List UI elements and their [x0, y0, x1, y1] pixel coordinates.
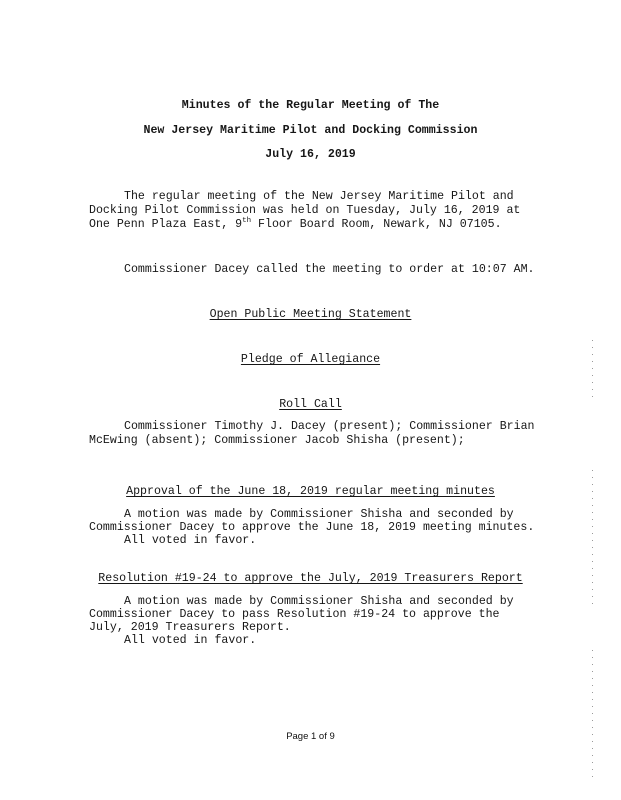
approval-line-3: All voted in favor.: [124, 534, 257, 547]
intro-line-3: [89, 218, 502, 232]
approval-line-1: A motion was made by Commissioner Shisha and seconded by: [124, 508, 514, 521]
title-date: July 16, 2019: [265, 148, 356, 161]
intro-line-3-sup: th: [242, 217, 252, 226]
intro-line-1: The regular meeting of the New Jersey Maritime Pilot and: [124, 190, 514, 203]
scan-artifact: [592, 650, 593, 780]
approval-line-2: Commissioner Dacey to approve the June 18, 2019 meeting minutes.: [89, 521, 535, 534]
pledge-heading: Pledge of Allegiance: [240, 353, 381, 366]
resolution-heading: Resolution #19-24 to approve the July, 2019 Treasurers Report: [98, 572, 523, 585]
title-line-2: New Jersey Maritime Pilot and Docking Commission: [143, 124, 478, 137]
resolution-line-4: All voted in favor.: [124, 634, 257, 647]
call-to-order: Commissioner Dacey called the meeting to order at 10:07 AM.: [124, 263, 535, 276]
intro-line-2: Docking Pilot Commission was held on Tuesday, July 16, 2019 at: [89, 204, 521, 217]
resolution-line-2: Commissioner Dacey to pass Resolution #19-24 to approve the: [89, 608, 500, 621]
intro-line-3-pre: One Penn Plaza East, 9: [89, 218, 243, 231]
approval-heading: Approval of the June 18, 2019 regular meeting minutes: [126, 485, 495, 498]
roll-call-heading: Roll Call: [279, 398, 342, 411]
scan-artifact: [592, 340, 593, 400]
resolution-line-1: A motion was made by Commissioner Shisha and seconded by: [124, 595, 514, 608]
roll-call-line-2: McEwing (absent); Commissioner Jacob Shisha (present);: [89, 434, 465, 447]
resolution-line-3: July, 2019 Treasurers Report.: [89, 621, 291, 634]
roll-call-line-1: Commissioner Timothy J. Dacey (present); Commissioner Brian: [124, 420, 535, 433]
scan-artifact: [592, 470, 593, 610]
intro-line-3-post: Floor Board Room, Newark, NJ 07105.: [251, 218, 502, 231]
title-line-1: Minutes of the Regular Meeting of The: [181, 99, 440, 112]
open-public-meeting-heading: Open Public Meeting Statement: [209, 308, 412, 321]
page-number: Page 1 of 9: [286, 731, 335, 742]
